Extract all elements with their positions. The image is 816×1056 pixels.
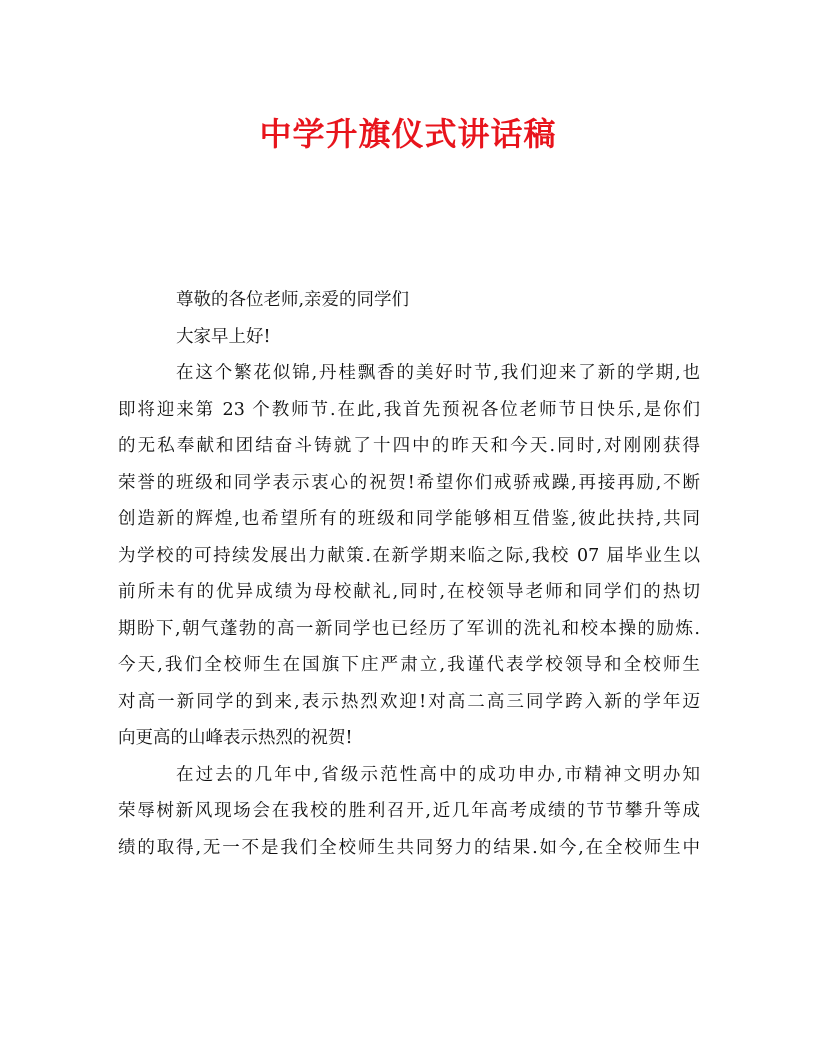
greeting-line: 大家早上好! xyxy=(176,326,271,347)
document-body xyxy=(118,282,700,866)
paragraph-line: 荣辱树新风现场会在我校的胜利召开,近几年高考成绩的节节攀升等成 xyxy=(118,801,700,821)
paragraph-line: 前所未有的优异成绩为母校献礼,同时,在校领导老师和同学们的热切 xyxy=(118,582,700,602)
paragraph-line: 在过去的几年中,省级示范性高中的成功申办,市精神文明办知 xyxy=(176,764,700,785)
paragraph-line: 对高一新同学的到来,表示热烈欢迎!对高二高三同学跨入新的学年迈 xyxy=(118,691,700,712)
body-paragraph-1 xyxy=(118,355,700,757)
salutation-line: 尊敬的各位老师,亲爱的同学们 xyxy=(176,290,410,310)
paragraph-line: 在这个繁花似锦,丹桂飘香的美好时节,我们迎来了新的学期,也 xyxy=(176,363,700,383)
paragraph-line: 为学校的可持续发展出力献策.在新学期来临之际,我校 07 届毕业生以 xyxy=(118,545,700,566)
paragraph-line: 创造新的辉煌,也希望所有的班级和同学能够相互借鉴,彼此扶持,共同 xyxy=(118,509,700,529)
paragraph-line: 荣誉的班级和同学表示衷心的祝贺!希望你们戒骄戒躁,再接再励,不断 xyxy=(118,472,700,493)
salutation-paragraph xyxy=(118,282,700,319)
paragraph-line: 即将迎来第 23 个教师节.在此,我首先预祝各位老师节日快乐,是你们 xyxy=(118,399,700,420)
paragraph-line: 的无私奉献和团结奋斗铸就了十四中的昨天和今天.同时,对刚刚获得 xyxy=(118,436,700,456)
paragraph-line: 今天,我们全校师生在国旗下庄严肃立,我谨代表学校领导和全校师生 xyxy=(118,655,700,675)
document-title: 中学升旗仪式讲话稿 xyxy=(259,115,557,153)
body-paragraph-2 xyxy=(118,757,700,867)
greeting-paragraph xyxy=(118,319,700,356)
paragraph-line: 期盼下,朝气蓬勃的高一新同学也已经历了军训的洗礼和校本操的励炼. xyxy=(118,618,700,639)
paragraph-line: 向更高的山峰表示热烈的祝贺! xyxy=(118,728,353,748)
paragraph-line: 绩的取得,无一不是我们全校师生共同努力的结果.如今,在全校师生中 xyxy=(118,837,700,858)
